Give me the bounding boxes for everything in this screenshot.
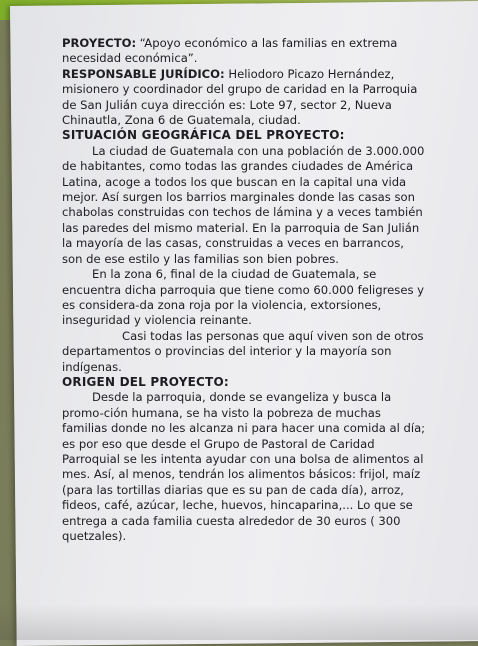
responsible-text: Heliodoro Picazo Hernández, misionero y coordinador del grupo de caridad en la Parroquia de San Julián cuya dirección es: Lote 97, sector 2, Nueva Chinautla, Zona 6 de Guatemala, ciudad. [62,66,418,128]
location-paragraph-2: En la zona 6, final de la ciudad de Guatemala, se encuentra dicha parroquia que tiene como 60.000 feligreses y es considera-da zona roja por la violencia, extorsiones, inseguridad y violencia reinante. [62,267,425,328]
location-paragraph-3: Casi todas las personas que aquí viven son de otros departamentos o provincias del interior y la mayoría son indígenas. [62,328,424,374]
section-heading-location: SITUACIÓN GEOGRÁFICA DEL PROYECTO: [62,128,345,143]
responsible-label: RESPONSABLE JURÍDICO: [62,66,225,81]
responsible-line [62,67,426,129]
location-paragraph-1: La ciudad de Guatemala con una población de 3.000.000 de habitantes, como todas las grandes ciudades de América Latina, acoge a todos los que buscan en la capital una vida mejor. Así surgen los barrios marginales donde las casas son chabolas construidas con techos de lámina y a veces también las paredes del mismo material. En la parroquia de San Julián la mayoría de las casas, construidas a veces en barrancos, son de ese estilo y las familias son bien pobres. [62,143,425,266]
page-bottom-shadow [0,604,478,640]
project-label: PROYECTO: [62,36,137,50]
section-heading-origin: ORIGEN DEL PROYECTO: [62,374,229,389]
project-line [62,36,426,67]
project-title: “Apoyo económico a las familias en extrema necesidad económica”. [62,36,398,66]
document-content [62,36,426,544]
origin-paragraph-1: Desde la parroquia, donde se evangeliza y busca la promo-ción humana, se ha visto la pobreza de muchas familias donde no les alcanza ni para hacer una comida al día; es por eso que desde el Grupo de Pastoral de Caridad Parroquial se les intenta ayudar con una bolsa de alimentos al mes. Así, al menos, tendrán los alimentos básicos: frijol, maíz (para las tortillas diarias que es su pan de cada día), arroz, fideos, café, azúcar, leche, huevos, hincaparina,... Lo que se entrega a cada familia cuesta alrededor de 30 euros ( 300 quetzales). [62,390,426,543]
